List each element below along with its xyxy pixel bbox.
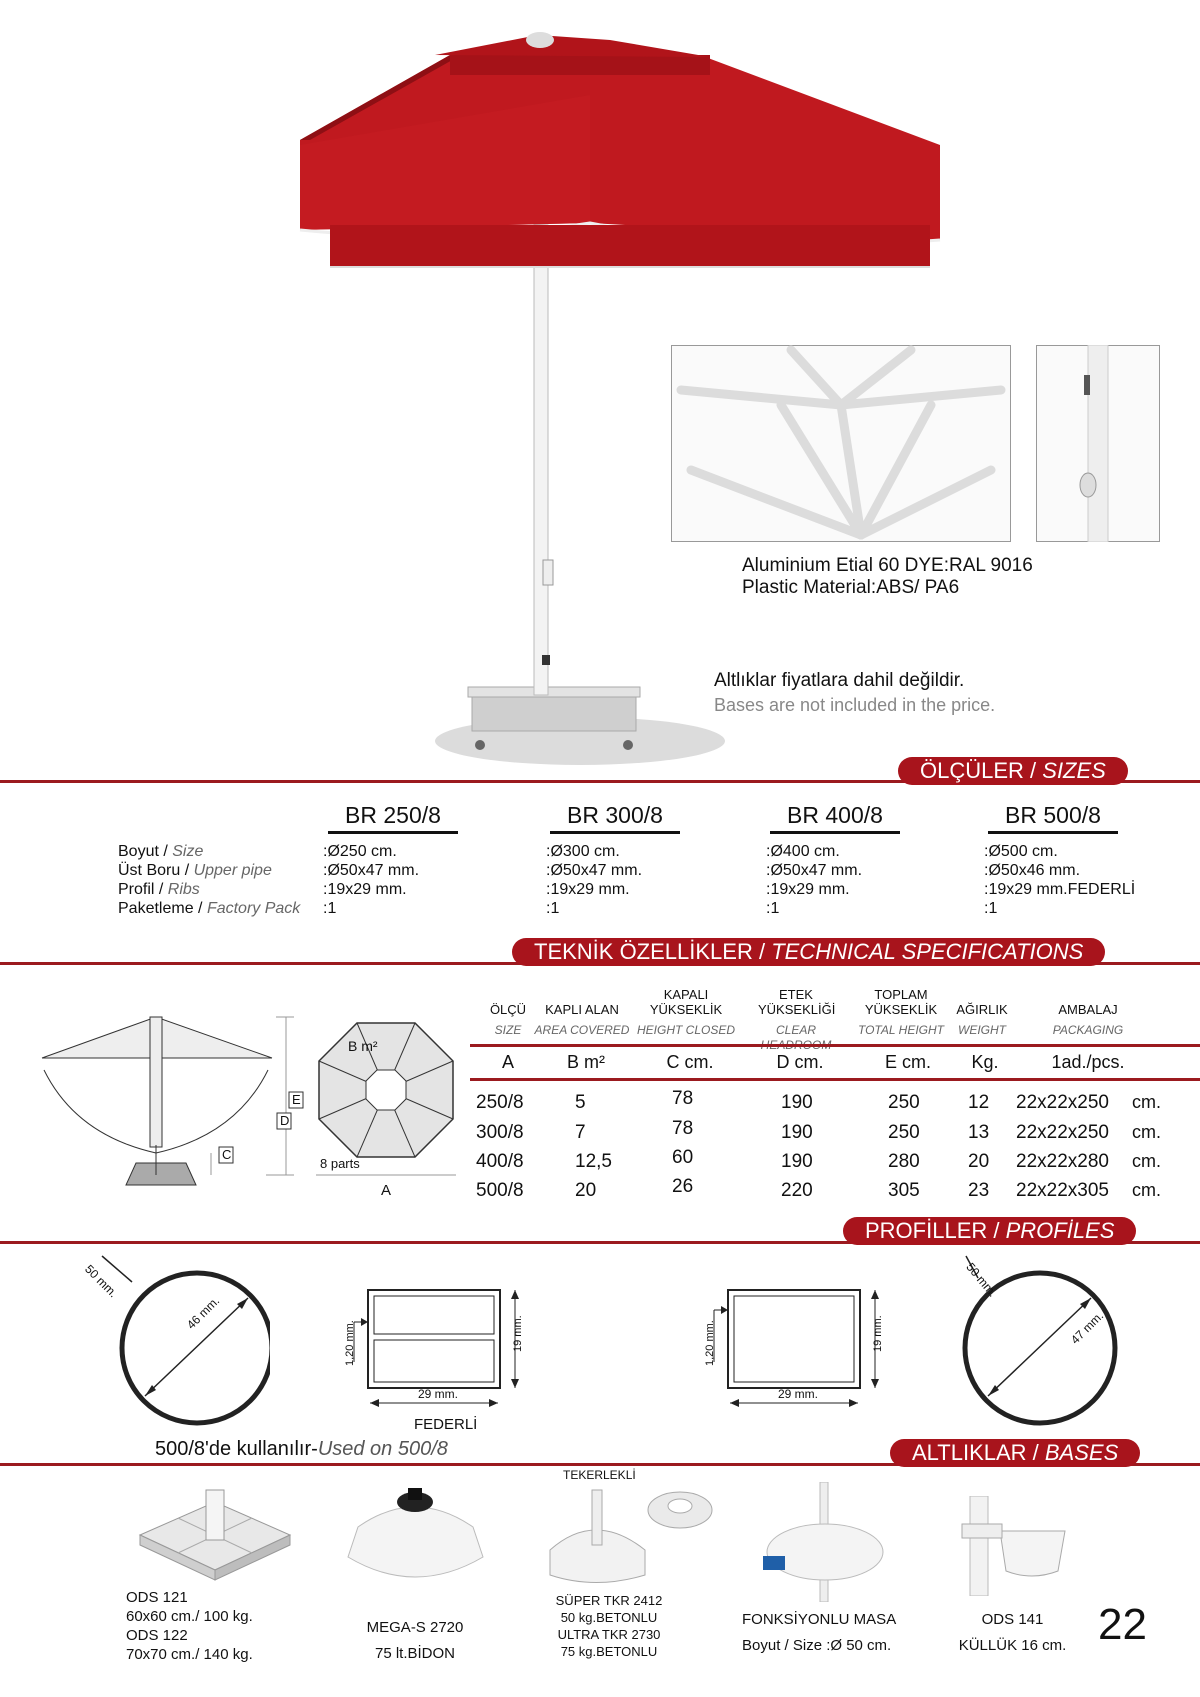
unit-b: B m² xyxy=(567,1052,605,1072)
federli-wall-dim: 1,20 mm. xyxy=(344,1320,356,1366)
materials-text xyxy=(742,555,1033,599)
sizes-section-title: ÖLÇÜLER / SIZES xyxy=(898,757,1128,785)
bases-section-title: ALTLIKLAR / BASES xyxy=(890,1439,1140,1467)
used-on-note: 500/8'de kullanılır-Used on 500/8 xyxy=(155,1438,448,1460)
model-title-br500: BR 500/8 xyxy=(988,802,1118,834)
right-outer-dim: 50 mm. xyxy=(963,1260,1000,1300)
sizes-col-br300: :Ø300 cm. :Ø50x47 mm. :19x29 mm. :1 xyxy=(546,843,643,917)
rib-height-dim: 19 mm. xyxy=(872,1315,884,1352)
diagram-label-c: C xyxy=(222,1147,232,1162)
diagram-label-a: A xyxy=(381,1182,392,1199)
umbrella-side-diagram xyxy=(36,1005,316,1190)
federli-height-dim: 19 mm. xyxy=(512,1315,524,1352)
materials-line-1: Aluminium Etial 60 DYE:RAL 9016 xyxy=(742,555,1033,576)
th-height-closed: KAPALI YÜKSEKLİK HEIGHT CLOSED xyxy=(636,987,735,1037)
th-area: KAPLI ALAN AREA COVERED xyxy=(534,1002,630,1037)
bases-note-en: Bases are not included in the price. xyxy=(714,695,996,715)
ashtray-image xyxy=(940,1496,1080,1596)
th-clear-headroom: ETEK YÜKSEKLİĞİ CLEAR xyxy=(758,987,836,1037)
bases-note xyxy=(714,670,995,716)
sizes-col-br250: :Ø250 cm. :Ø50x47 mm. :19x29 mm. :1 xyxy=(323,843,420,917)
diagram-label-e: E xyxy=(292,1092,301,1107)
unit-d: D cm. xyxy=(776,1052,824,1072)
mega-base-image xyxy=(338,1482,493,1602)
th-packaging: AMBALAJ PACKAGING xyxy=(1052,1002,1124,1037)
round-pipe-profile-left xyxy=(90,1248,270,1428)
left-inner-dim: 46 mm. xyxy=(184,1293,223,1332)
rib-detail-photo xyxy=(671,345,1011,542)
tekerlekli-base-image xyxy=(545,1480,720,1590)
federli-label: FEDERLİ xyxy=(414,1416,478,1433)
sizes-col-br500: :Ø500 cm. :Ø50x46 mm. :19x29 mm.FEDERLİ :1 xyxy=(984,843,1136,917)
unit-a: A xyxy=(501,1052,514,1072)
masa-caption: FONKSİYONLU MASA Boyut / Size :Ø 50 cm. xyxy=(742,1611,897,1654)
diagram-label-b: B m² xyxy=(348,1038,378,1054)
sizes-col-br400: :Ø400 cm. :Ø50x47 mm. :19x29 mm. :1 xyxy=(766,843,863,917)
table-rule-top xyxy=(470,1044,1200,1047)
diagram-label-d: D xyxy=(280,1113,290,1128)
page-number: 22 xyxy=(1098,1600,1147,1649)
unit-kg: Kg. xyxy=(971,1052,999,1072)
model-title-br250: BR 250/8 xyxy=(328,802,458,834)
th-size: ÖLÇÜ SIZE xyxy=(489,1002,527,1037)
rib-width-dim: 29 mm. xyxy=(778,1387,819,1401)
diagram-label-parts: 8 parts xyxy=(320,1156,360,1171)
profiles-section-title: PROFİLLER / PROFİLES xyxy=(843,1217,1136,1245)
ods141-caption: ODS 141 KÜLLÜK 16 cm. xyxy=(958,1611,1067,1654)
th-total-height: TOPLAM YÜKSEKLİK TOTAL HEIGHT xyxy=(857,987,944,1037)
tech-section-title: TEKNİK ÖZELLİKLER / TECHNICAL SPECIFICATIONS xyxy=(512,938,1105,966)
ods-caption: ODS 121 60x60 cm./ 100 kg. ODS 122 70x70 cm./ 140 kg. xyxy=(126,1589,253,1663)
functional-table-image xyxy=(755,1482,895,1602)
unit-e: E cm. xyxy=(884,1052,931,1072)
model-title-br400: BR 400/8 xyxy=(770,802,900,834)
table-rule-bottom xyxy=(470,1078,1200,1081)
th-weight: AĞIRLIK WEIGHT xyxy=(956,1002,1008,1037)
tekerlekli-label: TEKERLEKLİ xyxy=(563,1468,636,1482)
right-inner-dim: 47 mm. xyxy=(1068,1308,1107,1347)
unit-pack: 1ad./pcs. xyxy=(1051,1052,1125,1072)
mega-caption: MEGA-S 2720 75 lt.BİDON xyxy=(366,1619,464,1662)
tekerlekli-caption: SÜPER TKR 2412 50 kg.BETONLU ULTRA TKR 2730 75 kg.BETONLU xyxy=(555,1593,663,1659)
left-outer-dim: 50 mm. xyxy=(82,1262,121,1301)
model-title-br300: BR 300/8 xyxy=(550,802,680,834)
materials-line-2: Plastic Material:ABS/ PA6 xyxy=(742,577,960,598)
ods-base-image xyxy=(130,1480,300,1590)
sizes-labels: Boyut / Size Üst Boru / Upper pipe Profil / Ribs Paketleme / Factory Pack xyxy=(118,843,301,917)
federli-width-dim: 29 mm. xyxy=(418,1387,459,1401)
rib-wall-dim: 1,20 mm. xyxy=(704,1320,716,1366)
pole-detail-photo xyxy=(1036,345,1160,542)
unit-c: C cm. xyxy=(666,1052,714,1072)
bases-note-tr: Altlıklar fiyatlara dahil değildir. xyxy=(714,670,965,691)
